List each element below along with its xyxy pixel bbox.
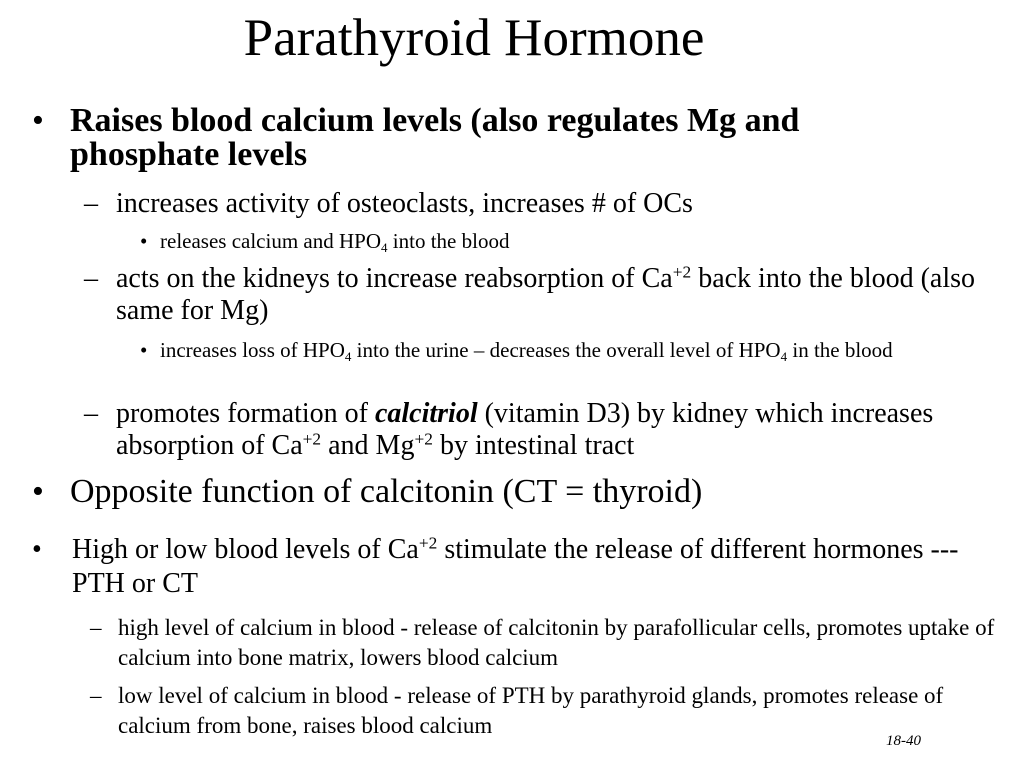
dash-marker: – — [90, 615, 102, 640]
subpoint-text: acts on the kidneys to increase reabsorption of $Ca^{+2}$ back into the blood (also same for Mg) — [116, 262, 976, 326]
subpoint-text: promotes formation of calcitriol (vitamin D3) by kidney which increases absorption of $Ca^{+2}$ and $Mg^{+2}$ by intestinal tract — [116, 398, 934, 461]
subpoint-text: increases activity of osteoclasts, increases # of OCs — [116, 188, 693, 219]
subpoint-text: high level of calcium in blood - release of calcitonin by parafollicular cells, promotes uptake of calcium into bone matrix, lowers blood calcium — [118, 615, 995, 670]
dash-marker: – — [84, 188, 98, 219]
bullet-marker: • — [32, 534, 42, 565]
bullet-marker: • — [140, 338, 148, 362]
dash-marker: – — [84, 398, 98, 429]
detail-text: increases loss of $HPO_4$ into the urine – decreases the overall level of $HPO_4$ in the blood — [160, 338, 893, 364]
bullet-marker: • — [140, 229, 148, 253]
bullet-text: Raises blood calcium levels (also regulates Mg and phosphate levels — [70, 102, 800, 173]
slide-title: Parathyroid Hormone — [243, 9, 705, 67]
bullet-marker: • — [32, 473, 44, 510]
detail-text: releases calcium and $HPO_4$ into the blood — [160, 229, 510, 255]
bullet-marker: • — [32, 102, 44, 139]
slide-number: 18-40 — [886, 733, 921, 749]
bullet-text: High or low blood levels of $Ca^{+2}$ stimulate the release of different hormones --- PTH or CT — [72, 533, 959, 599]
subpoint-text: low level of calcium in blood - release of PTH by parathyroid glands, promotes release of calcium from bone, raises blood calcium — [118, 683, 944, 738]
dash-marker: – — [90, 683, 102, 708]
dash-marker: – — [84, 263, 98, 294]
bullet-text: Opposite function of calcitonin (CT = thyroid) — [70, 473, 703, 510]
emphasized-term: calcitriol — [374, 398, 478, 429]
